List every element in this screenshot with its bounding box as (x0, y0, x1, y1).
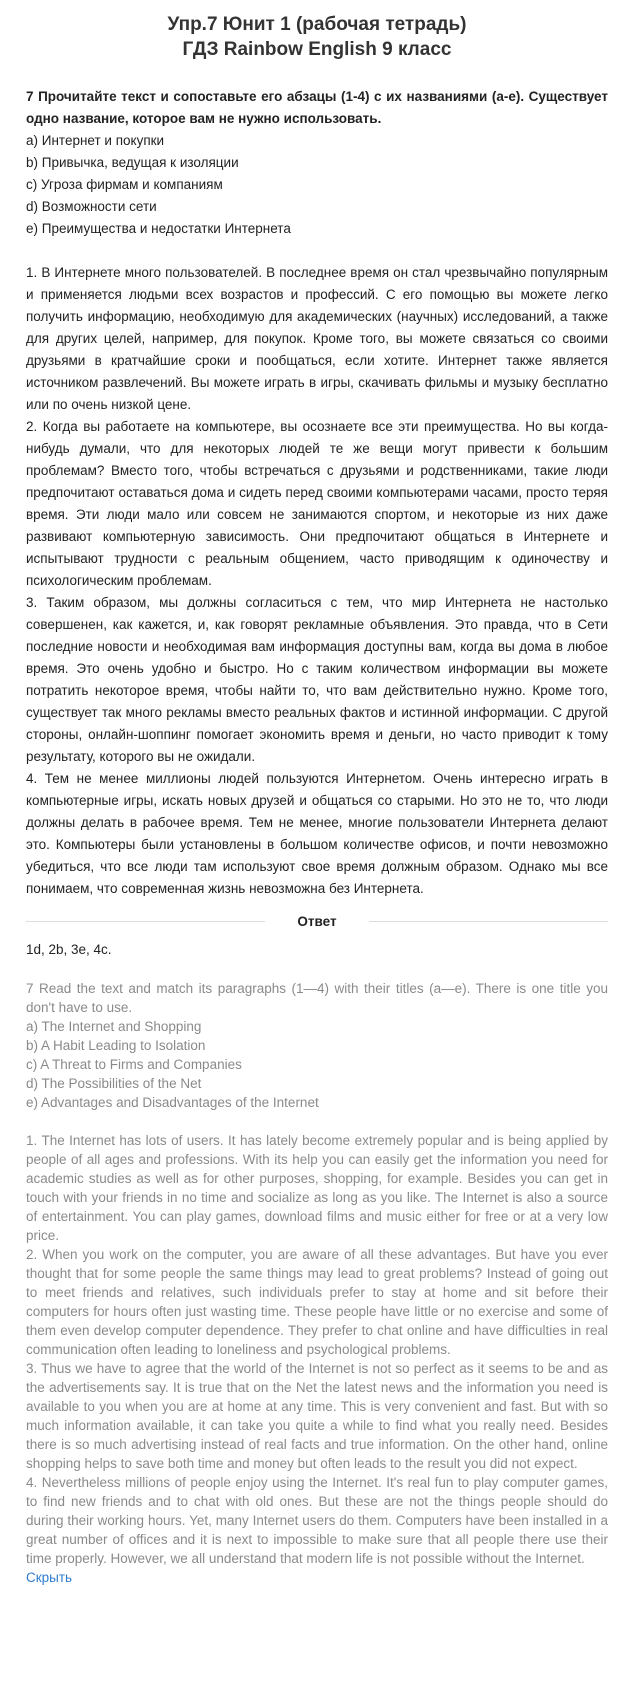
answer-divider (26, 914, 608, 929)
divider-line-right (369, 921, 608, 922)
title-line-1: Упр.7 Юнит 1 (рабочая тетрадь) (167, 14, 467, 35)
translation-en (26, 979, 608, 1587)
option-e-ru: e) Преимущества и недостатки Интернета (26, 221, 291, 236)
paragraph-1-ru: 1. В Интернете много пользователей. В последнее время он стал чрезвычайно популярным и применяется людьми всех возрастов и профессий. С его помощью вы можете легко получить информацию, необходимую для академических (научных) исследований, а также для других целей, например, для покупок. Кроме того, вы можете связаться со своими друзьями в кратчайшие сроки и пообщаться, если хотите. Интернет также является источником развлечений. Вы можете играть в игры, скачивать фильмы и музыку бесплатно или по очень низкой цене. (26, 265, 608, 412)
paragraph-3-en: 3. Thus we have to agree that the world of the Internet is not so perfect as it seems to be and as the advertisements say. It is true that on the Net the latest news and the information you need is available to you when you are at home at any time. This is very convenient and fast. But with so much information available, it can take you quite a while to find what you really need. Besides there is so much advertising instead of real facts and true information. On the other hand, online shopping helps to save both time and money but often leads to the result you did not expect. (26, 1361, 608, 1471)
option-a-en: a) The Internet and Shopping (26, 1019, 202, 1034)
option-c-ru: c) Угроза фирмам и компаниям (26, 177, 223, 192)
option-a-ru: a) Интернет и покупки (26, 133, 165, 148)
hide-link[interactable]: Скрыть (26, 1570, 73, 1585)
paragraph-1-en: 1. The Internet has lots of users. It has lately become extremely popular and is being applied by people of all ages and professions. With its help you can easily get the information you need for academic studies as well as for other purposes, shopping, for example. Besides you can get in touch with your friends in no time and socialize as long as you like. The Internet is also a source of entertainment. You can play games, download films and music either for free or at a very low price. (26, 1133, 608, 1243)
option-e-en: e) Advantages and Disadvantages of the Internet (26, 1095, 319, 1110)
paragraph-2-en: 2. When you work on the computer, you are aware of all these advantages. But have you ever thought that for some people the same things may lead to great problems? Instead of going out to meet friends and relatives, such individuals prefer to stay at home and sit before their computers for hours often just wasting time. These people have little or no exercise and some of them even develop computer dependence. They prefer to chat online and have difficulties in real communication often leading to loneliness and psychological problems. (26, 1247, 608, 1357)
option-d-ru: d) Возможности сети (26, 199, 157, 214)
paragraph-3-ru: 3. Таким образом, мы должны согласиться с тем, что мир Интернета не настолько совершенен, как кажется, и, как говорят рекламные объявления. Это правда, что в Сети последние новости и необходимая вам информация доступны вам, когда вы дома в любое время. Это очень удобно и быстро. Но с таким количеством информации вы можете потратить некоторое время, чтобы найти то, что вам действительно нужно. Кроме того, существует так много рекламы вместо реальных фактов и истинной информации. С другой стороны, онлайн-шоппинг помогает экономить время и деньги, но часто приводит к тому результату, которого вы не ожидали. (26, 595, 608, 764)
text-ru (26, 262, 608, 900)
option-d-en: d) The Possibilities of the Net (26, 1076, 202, 1091)
option-c-en: c) A Threat to Firms and Companies (26, 1057, 242, 1072)
option-b-ru: b) Привычка, ведущая к изоляции (26, 155, 239, 170)
options-list-ru (26, 130, 608, 240)
paragraph-4-en: 4. Nevertheless millions of people enjoy using the Internet. It's real fun to play computer games, to find new friends and to chat with old ones. But these are not the things people should do during their working hours. Yet, many Internet users do them. Computers have been installed in a great number of offices and it is next to impossible to make sure that all people there use their time properly. However, we all understand that modern life is not possible without the Internet. (26, 1475, 608, 1566)
task-question-en: 7 Read the text and match its paragraphs (1—4) with their titles (a—e). There is one title you don't have to use. (26, 981, 608, 1015)
task-question-ru: 7 Прочитайте текст и сопоставьте его абзацы (1-4) с их названиями (a-e). Существует одно название, которое вам не нужно использовать. (26, 89, 608, 126)
paragraph-4-ru: 4. Тем не менее миллионы людей пользуются Интернетом. Очень интересно играть в компьютерные игры, искать новых друзей и общаться со старыми. Но это не то, что люди должны делать в рабочее время. Тем не менее, многие пользователи Интернета делают это. Компьютеры были установлены в большом количестве офисов, и почти невозможно убедиться, что все люди там используют свое время должным образом. Однако мы все понимаем, что современная жизнь невозможна без Интернета. (26, 771, 608, 896)
answer-label: Ответ (297, 914, 337, 929)
divider-line-left (26, 921, 265, 922)
paragraph-2-ru: 2. Когда вы работаете на компьютере, вы осознаете все эти преимущества. Но вы когда-нибудь думали, что для некоторых людей те же вещи могут привести к большим проблемам? Вместо того, чтобы встречаться с друзьями и родственниками, такие люди предпочитают оставаться дома и сидеть перед своими компьютерами часами, просто теряя время. Эти люди мало или совсем не занимаются спортом, и некоторые из них даже развивают компьютерную зависимость. Они предпочитают общаться в Интернете и испытывают трудности с реальным общением, часто приводящим к одиночеству и психологическим проблемам. (26, 419, 608, 588)
title-line-2: ГДЗ Rainbow English 9 класс (182, 39, 452, 60)
page-title (26, 12, 608, 62)
option-b-en: b) A Habit Leading to Isolation (26, 1038, 206, 1053)
task-ru (26, 86, 608, 240)
answer-value: 1d, 2b, 3e, 4c. (26, 942, 112, 957)
text-en (26, 1131, 608, 1568)
